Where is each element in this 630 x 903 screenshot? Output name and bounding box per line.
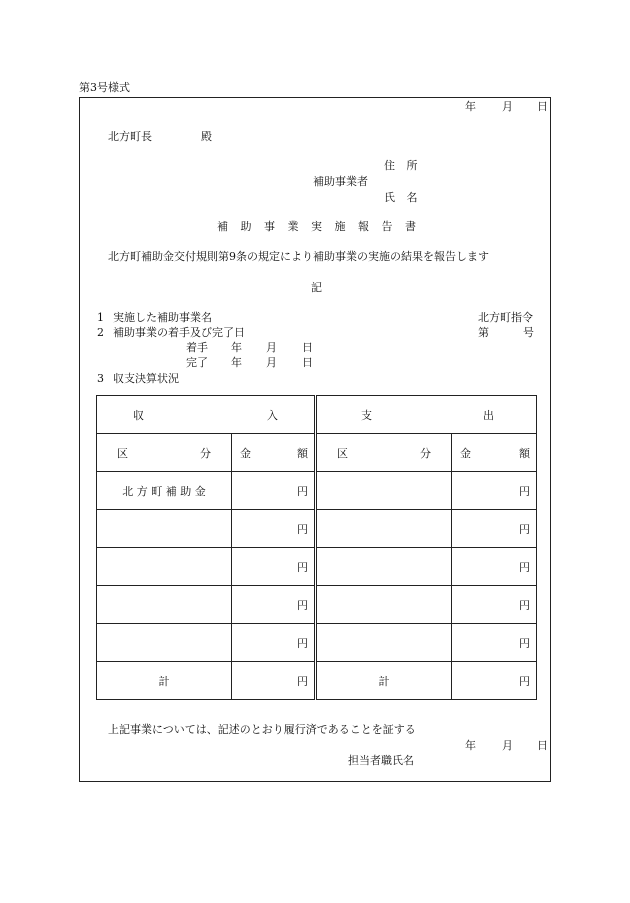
addressee-honorific: 殿 xyxy=(201,130,212,143)
form-number: 第3号様式 xyxy=(79,81,130,94)
expense-header-left: 支 xyxy=(361,408,372,422)
income-amount-cell: 円 xyxy=(232,472,316,510)
income-amount-header xyxy=(232,434,316,472)
income-amount-cell: 円 xyxy=(232,586,316,624)
item-3-number: 3 xyxy=(97,372,104,385)
income-category-header xyxy=(97,434,232,472)
table-total-row xyxy=(97,662,537,700)
income-category-cell xyxy=(97,624,232,662)
item-1-number: 1 xyxy=(97,311,104,324)
amount-char-1: 金 xyxy=(460,446,471,460)
item-2-number: 2 xyxy=(97,326,104,339)
addressee-name: 北方町長 xyxy=(108,130,152,143)
document-title: 補 助 事 業 実 施 報 告 書 xyxy=(217,220,416,233)
category-char-1: 区 xyxy=(337,446,348,460)
item-1-text: 実施した補助事業名 xyxy=(113,311,212,324)
expense-category-header xyxy=(316,434,452,472)
expense-amount-header xyxy=(452,434,537,472)
income-category-cell xyxy=(97,586,232,624)
date-top-year: 年 xyxy=(465,100,476,113)
applicant-label: 補助事業者 xyxy=(313,175,368,188)
start-day: 日 xyxy=(302,341,313,354)
category-char-1: 区 xyxy=(117,446,128,460)
intro-text: 北方町補助金交付規則第9条の規定により補助事業の実施の結果を報告します xyxy=(108,250,489,263)
income-category-cell xyxy=(97,548,232,586)
expense-total-amount: 円 xyxy=(452,662,537,700)
expense-category-cell xyxy=(316,586,452,624)
table-subheader-row xyxy=(97,434,537,472)
date-top-day: 日 xyxy=(537,100,548,113)
item-2-text: 補助事業の着手及び完了日 xyxy=(113,326,245,339)
date-bottom-day: 日 xyxy=(537,739,548,752)
income-category-cell xyxy=(97,510,232,548)
expense-category-cell xyxy=(316,472,452,510)
item-3-text: 収支決算状況 xyxy=(113,372,179,385)
designation-number-suffix: 号 xyxy=(523,326,534,339)
finish-month: 月 xyxy=(266,356,277,369)
table-header-row xyxy=(97,396,537,434)
expense-amount-cell: 円 xyxy=(452,510,537,548)
finish-day: 日 xyxy=(302,356,313,369)
name-label: 氏 名 xyxy=(384,191,418,204)
expense-category-cell xyxy=(316,548,452,586)
designation-label: 北方町指令 xyxy=(478,311,533,324)
ki-label: 記 xyxy=(311,281,322,294)
expense-amount-cell: 円 xyxy=(452,472,537,510)
expense-amount-cell: 円 xyxy=(452,548,537,586)
income-total-amount: 円 xyxy=(232,662,316,700)
expense-total-label: 計 xyxy=(316,662,452,700)
date-bottom-year: 年 xyxy=(465,739,476,752)
date-top-month: 月 xyxy=(502,100,513,113)
expense-amount-cell: 円 xyxy=(452,586,537,624)
income-expense-table xyxy=(96,395,537,700)
finish-year: 年 xyxy=(231,356,242,369)
expense-amount-cell: 円 xyxy=(452,624,537,662)
income-total-label: 計 xyxy=(97,662,232,700)
table-row xyxy=(97,624,537,662)
expense-header xyxy=(316,396,537,434)
designation-number-prefix: 第 xyxy=(478,326,489,339)
expense-category-cell xyxy=(316,510,452,548)
start-month: 月 xyxy=(266,341,277,354)
expense-header-right: 出 xyxy=(483,408,494,422)
date-bottom-month: 月 xyxy=(502,739,513,752)
amount-char-1: 金 xyxy=(240,446,251,460)
income-amount-cell: 円 xyxy=(232,624,316,662)
income-amount-cell: 円 xyxy=(232,510,316,548)
category-char-2: 分 xyxy=(200,446,211,460)
address-label: 住 所 xyxy=(384,159,418,172)
table-row xyxy=(97,548,537,586)
expense-category-cell xyxy=(316,624,452,662)
category-char-2: 分 xyxy=(420,446,431,460)
income-header xyxy=(97,396,316,434)
income-header-right: 入 xyxy=(267,408,278,422)
official-name-label: 担当者職氏名 xyxy=(348,754,414,767)
amount-char-2: 額 xyxy=(519,446,530,460)
start-year: 年 xyxy=(231,341,242,354)
income-amount-cell: 円 xyxy=(232,548,316,586)
table-row xyxy=(97,586,537,624)
table-row xyxy=(97,472,537,510)
table-row xyxy=(97,510,537,548)
amount-char-2: 額 xyxy=(297,446,308,460)
certify-text: 上記事業については、記述のとおり履行済であることを証する xyxy=(108,723,416,736)
start-label: 着手 xyxy=(186,341,208,354)
subsidy-label: 北 方 町 補 助 金 xyxy=(97,472,232,510)
finish-label: 完了 xyxy=(186,356,208,369)
income-header-left: 収 xyxy=(133,408,144,422)
